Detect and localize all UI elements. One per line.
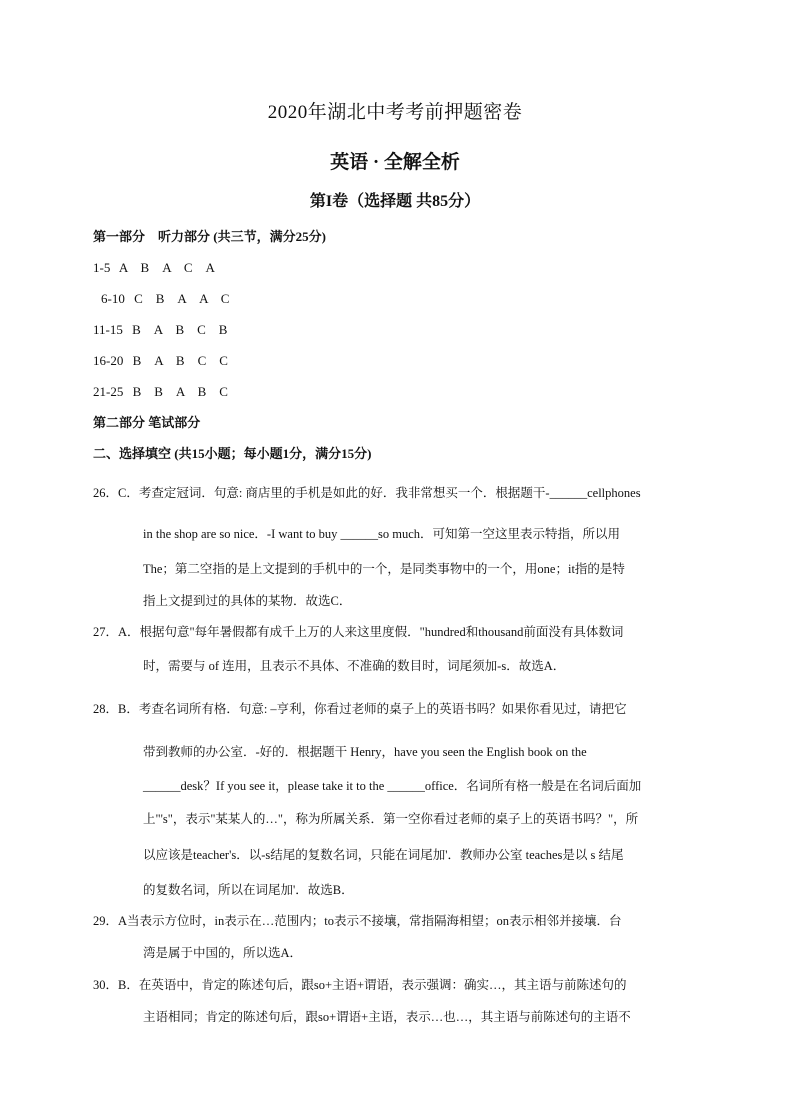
section-heading: 二、选择填空 (共15小题；每小题1分，满分15分): [93, 446, 372, 461]
explanation-line: 主语相同；肯定的陈述句后，跟so+谓语+主语，表示…也…，其主语与前陈述句的主语不: [143, 1010, 631, 1024]
explanation-line: 28．B．考查名词所有格．句意: –亨利，你看过老师的桌子上的英语书吗？如果你看见过，请把它: [93, 702, 627, 716]
explanation-line: ______desk？If you see it，please take it to the ______office．名词所有格一般是在名词后面加: [143, 779, 642, 793]
answer-row: 1-5 A B A C A: [93, 260, 215, 275]
explanation-line: 指上文提到过的具体的某物．故选C．: [143, 594, 352, 608]
exam-title: 2020年湖北中考考前押题密卷: [267, 102, 523, 123]
explanation-line: 26．C．考查定冠词．句意: 商店里的手机是如此的好．我非常想买一个．根据题干-______cellphones: [93, 486, 641, 500]
explanation-line: The；第二空指的是上文提到的手机中的一个，是同类事物中的一个，用one；it指的是特: [143, 562, 625, 576]
explanation-line: 带到教师的办公室．-好的．根据题干 Henry，have you seen the English book on the: [143, 745, 587, 759]
answer-row: 6-10 C B A A C: [101, 291, 230, 306]
answer-row: 21-25 B B A B C: [93, 384, 228, 399]
explanation-line: 以应该是teacher's．以-s结尾的复数名词，只能在词尾加'．教师办公室 teaches是以 s 结尾: [143, 848, 624, 862]
explanation-line: 的复数名词，所以在词尾加'．故选B．: [143, 883, 354, 897]
answer-row: 11-15 B A B C B: [93, 322, 228, 337]
explanation-line: 湾是属于中国的，所以选A．: [143, 946, 303, 960]
written-heading: 第二部分 笔试部分: [93, 415, 201, 430]
explanation-line: in the shop are so nice．-I want to buy ______so much．可知第一空这里表示特指，所以用: [143, 527, 621, 541]
answer-row: 16-20 B A B C C: [93, 353, 228, 368]
explanation-line: 29．A当表示方位时，in表示在…范围内；to表示不接壤，常指隔海相望；on表示相邻并接壤．台: [93, 914, 622, 928]
exam-subtitle: 英语 · 全解全析: [330, 152, 460, 173]
explanation-line: 30．B．在英语中，肯定的陈述句后，跟so+主语+谓语，表示强调：确实…，其主语与前陈述句的: [93, 978, 627, 992]
explanation-line: 时，需要与 of 连用，且表示不具体、不准确的数目时，词尾须加-s．故选A．: [143, 659, 566, 673]
volume-heading: 第I卷（选择题 共85分）: [309, 193, 481, 210]
listening-heading: 第一部分 听力部分 (共三节，满分25分): [93, 229, 326, 244]
explanation-line: 上"'s"，表示"某某人的…"，称为所属关系．第一空你看过老师的桌子上的英语书吗？"，所: [143, 812, 639, 826]
explanation-line: 27．A．根据句意"每年暑假都有成千上万的人来这里度假．"hundred和thousand前面没有具体数词: [93, 625, 624, 639]
